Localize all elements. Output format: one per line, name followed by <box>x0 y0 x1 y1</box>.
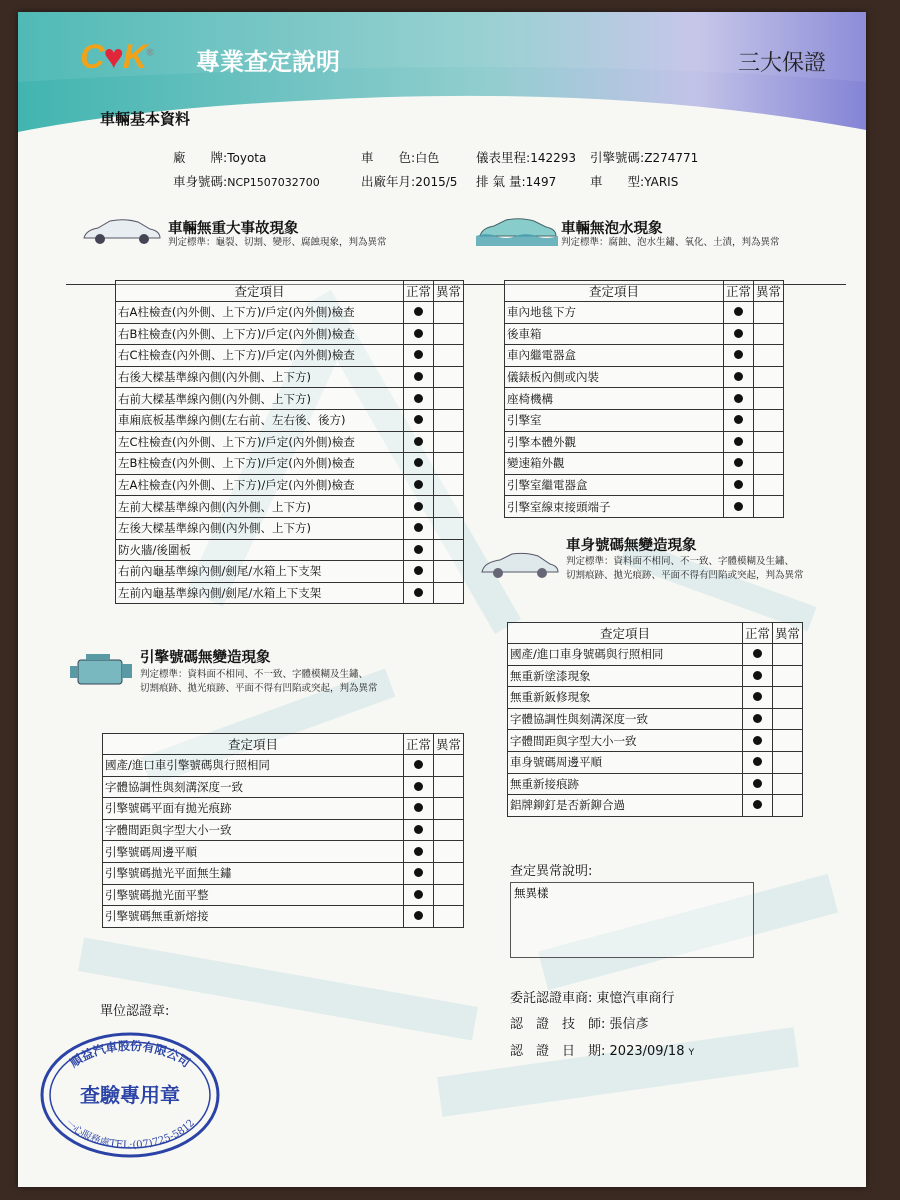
normal-mark-icon <box>734 372 743 381</box>
column-header-item: 查定項目 <box>116 281 404 302</box>
abnormal-cell <box>772 644 802 666</box>
vin-field: 車身號碼:NCP1507032700 <box>173 174 320 189</box>
accident-check-table <box>115 280 464 604</box>
table-row <box>505 388 784 410</box>
normal-cell <box>403 517 433 539</box>
normal-mark-icon <box>414 458 423 467</box>
vin-check-table <box>507 622 803 817</box>
normal-cell <box>403 409 433 431</box>
abnormal-cell <box>433 474 463 496</box>
normal-mark-icon <box>734 394 743 403</box>
remark-title: 查定異常說明: <box>510 864 593 879</box>
normal-cell <box>723 323 753 345</box>
table-row <box>116 582 464 604</box>
check-item-label: 左前內龜基準線內側/劍尾/水箱上下支架 <box>116 582 404 604</box>
column-header-normal: 正常 <box>403 734 433 755</box>
accident-criteria: 判定標準：龜裂、切割、變形、腐蝕現象，判為異常 <box>168 237 387 248</box>
check-item-label: 引擎室繼電器盒 <box>505 474 724 496</box>
abnormal-cell <box>433 819 463 841</box>
normal-mark-icon <box>753 649 762 658</box>
normal-cell <box>403 798 433 820</box>
table-row <box>103 819 464 841</box>
table-row <box>505 345 784 367</box>
normal-cell <box>723 345 753 367</box>
table-row <box>508 730 803 752</box>
normal-cell <box>403 366 433 388</box>
normal-mark-icon <box>414 566 423 575</box>
flood-section-title: 車輛無泡水現象 <box>561 221 663 237</box>
mileage-field: 儀表里程:142293 <box>476 150 577 165</box>
brand-logo: C♥K® <box>80 38 153 76</box>
header <box>18 12 866 98</box>
normal-mark-icon <box>753 779 762 788</box>
table-header-row <box>508 623 803 644</box>
abnormal-cell <box>433 431 463 453</box>
abnormal-cell <box>433 388 463 410</box>
abnormal-cell <box>433 561 463 583</box>
abnormal-cell <box>433 409 463 431</box>
table-row <box>505 474 784 496</box>
normal-mark-icon <box>753 800 762 809</box>
check-item-label: 儀錶板內側或內裝 <box>505 366 724 388</box>
normal-mark-icon <box>414 329 423 338</box>
abnormal-cell <box>433 345 463 367</box>
table-row <box>505 302 784 324</box>
abnormal-cell <box>433 776 463 798</box>
check-item-label: 右A柱檢查(內外側、上下方)/戶定(內外側)檢查 <box>116 302 404 324</box>
normal-cell <box>403 474 433 496</box>
normal-cell <box>403 302 433 324</box>
table-row <box>103 884 464 906</box>
normal-cell <box>742 751 772 773</box>
check-item-label: 引擎號碼拋光面平整 <box>103 884 404 906</box>
check-item-label: 防火牆/後圍板 <box>116 539 404 561</box>
normal-cell <box>403 906 433 928</box>
abnormal-cell <box>433 302 463 324</box>
normal-mark-icon <box>414 760 423 769</box>
check-item-label: 引擎號碼拋光平面無生鏽 <box>103 862 404 884</box>
stamp-company-text: 順益汽車股份有限公司 <box>67 1038 193 1071</box>
normal-mark-icon <box>414 803 423 812</box>
accident-section-title: 車輛無重大事故現象 <box>168 221 299 237</box>
check-item-label: 字體協調性與刻溝深度一致 <box>508 708 743 730</box>
check-item-label: 國產/進口車身號碼與行照相同 <box>508 644 743 666</box>
normal-mark-icon <box>414 415 423 424</box>
column-header-abnormal: 異常 <box>433 281 463 302</box>
normal-mark-icon <box>753 757 762 766</box>
table-row <box>116 366 464 388</box>
normal-mark-icon <box>414 307 423 316</box>
table-row <box>103 776 464 798</box>
check-item-label: 字體協調性與刻溝深度一致 <box>103 776 404 798</box>
normal-mark-icon <box>414 523 423 532</box>
table-row <box>116 496 464 518</box>
check-item-label: 右前大樑基準線內側(內外側、上下方) <box>116 388 404 410</box>
column-header-normal: 正常 <box>403 281 433 302</box>
table-row <box>508 687 803 709</box>
inspection-stamp-seal <box>38 1030 222 1160</box>
normal-cell <box>723 496 753 518</box>
sedan-icon <box>80 216 162 246</box>
vin-section-title: 車身號碼無變造現象 <box>566 538 697 554</box>
table-header-row <box>103 734 464 755</box>
normal-mark-icon <box>414 394 423 403</box>
table-row <box>508 708 803 730</box>
check-item-label: 左A柱檢查(內外側、上下方)/戶定(內外側)檢查 <box>116 474 404 496</box>
abnormal-cell <box>433 841 463 863</box>
abnormal-cell <box>433 798 463 820</box>
table-row <box>505 453 784 475</box>
column-header-normal: 正常 <box>742 623 772 644</box>
abnormal-cell <box>753 431 783 453</box>
table-row <box>116 431 464 453</box>
table-row <box>116 409 464 431</box>
color-field: 車 色:白色 <box>361 150 440 165</box>
table-row <box>505 409 784 431</box>
normal-cell <box>742 708 772 730</box>
abnormal-cell <box>753 409 783 431</box>
stamp-bottom-text: 一心服務處TEL:(07)725-5812 <box>62 1117 198 1152</box>
table-header-row <box>116 281 464 302</box>
normal-cell <box>403 819 433 841</box>
check-item-label: 引擎本體外觀 <box>505 431 724 453</box>
normal-cell <box>403 496 433 518</box>
normal-cell <box>723 453 753 475</box>
engine-criteria-line2: 切割痕跡、拋光痕跡、平面不得有凹陷或突起，判為異常 <box>140 683 378 694</box>
check-item-label: 國產/進口車引擎號碼與行照相同 <box>103 755 404 777</box>
normal-cell <box>742 773 772 795</box>
normal-mark-icon <box>414 847 423 856</box>
normal-cell <box>403 755 433 777</box>
check-item-label: 右後大樑基準線內側(內外側、上下方) <box>116 366 404 388</box>
table-row <box>505 323 784 345</box>
check-item-label: 車廂底板基準線內側(左右前、左右後、後方) <box>116 409 404 431</box>
table-row <box>508 665 803 687</box>
normal-mark-icon <box>414 350 423 359</box>
abnormal-cell <box>772 773 802 795</box>
abnormal-cell <box>433 453 463 475</box>
check-item-label: 右C柱檢查(內外側、上下方)/戶定(內外側)檢查 <box>116 345 404 367</box>
normal-cell <box>723 431 753 453</box>
check-item-label: 變速箱外觀 <box>505 453 724 475</box>
normal-mark-icon <box>734 415 743 424</box>
check-item-label: 左B柱檢查(內外側、上下方)/戶定(內外側)檢查 <box>116 453 404 475</box>
normal-mark-icon <box>414 588 423 597</box>
abnormal-cell <box>772 751 802 773</box>
abnormal-cell <box>753 366 783 388</box>
check-item-label: 字體間距與字型大小一致 <box>508 730 743 752</box>
check-item-label: 無重新接痕跡 <box>508 773 743 795</box>
remark-box: 無異樣 <box>510 882 754 958</box>
check-item-label: 右B柱檢查(內外側、上下方)/戶定(內外側)檢查 <box>116 323 404 345</box>
table-row <box>116 453 464 475</box>
normal-cell <box>742 665 772 687</box>
normal-mark-icon <box>414 502 423 511</box>
check-item-label: 字體間距與字型大小一致 <box>103 819 404 841</box>
table-row <box>103 841 464 863</box>
check-item-label: 左後大樑基準線內側(內外側、上下方) <box>116 517 404 539</box>
normal-mark-icon <box>753 714 762 723</box>
abnormal-cell <box>433 366 463 388</box>
normal-mark-icon <box>734 480 743 489</box>
abnormal-cell <box>753 323 783 345</box>
check-item-label: 左C柱檢查(內外側、上下方)/戶定(內外側)檢查 <box>116 431 404 453</box>
table-header-row <box>505 281 784 302</box>
abnormal-cell <box>433 517 463 539</box>
table-row <box>505 431 784 453</box>
normal-mark-icon <box>734 350 743 359</box>
basic-info-title: 車輛基本資料 <box>100 110 191 128</box>
table-row <box>116 323 464 345</box>
normal-cell <box>742 730 772 752</box>
normal-mark-icon <box>414 911 423 920</box>
normal-cell <box>403 539 433 561</box>
normal-mark-icon <box>734 502 743 511</box>
abnormal-cell <box>772 708 802 730</box>
abnormal-cell <box>772 665 802 687</box>
column-header-item: 查定項目 <box>103 734 404 755</box>
normal-cell <box>403 561 433 583</box>
normal-cell <box>742 795 772 817</box>
normal-cell <box>723 409 753 431</box>
normal-cell <box>403 431 433 453</box>
abnormal-cell <box>433 539 463 561</box>
normal-mark-icon <box>414 545 423 554</box>
engine-check-table <box>102 733 464 928</box>
brand-field: 廠 牌:Toyota <box>173 150 267 165</box>
check-item-label: 車身號碼周邊平順 <box>508 751 743 773</box>
check-item-label: 車內繼電器盒 <box>505 345 724 367</box>
flood-criteria: 判定標準：腐蝕、泡水生鏽、氧化、土漬，判為異常 <box>561 237 780 248</box>
abnormal-cell <box>753 496 783 518</box>
flood-check-table <box>504 280 784 518</box>
check-item-label: 車內地毯下方 <box>505 302 724 324</box>
normal-mark-icon <box>414 372 423 381</box>
normal-mark-icon <box>414 890 423 899</box>
normal-cell <box>723 388 753 410</box>
normal-mark-icon <box>414 782 423 791</box>
abnormal-cell <box>753 453 783 475</box>
column-header-abnormal: 異常 <box>433 734 463 755</box>
abnormal-cell <box>433 906 463 928</box>
table-row <box>116 302 464 324</box>
abnormal-cell <box>433 755 463 777</box>
table-row <box>116 474 464 496</box>
abnormal-cell <box>772 730 802 752</box>
normal-mark-icon <box>734 437 743 446</box>
check-item-label: 引擎室線束接頭端子 <box>505 496 724 518</box>
normal-cell <box>742 644 772 666</box>
displacement-field: 排 氣 量:1497 <box>476 174 557 189</box>
check-item-label: 引擎號碼平面有拋光痕跡 <box>103 798 404 820</box>
table-row <box>505 496 784 518</box>
table-row <box>116 517 464 539</box>
guarantee-label: 三大保證 <box>738 51 827 76</box>
column-header-normal: 正常 <box>723 281 753 302</box>
manufacture-date-field: 出廠年月:2015/5 <box>361 174 458 189</box>
vin-criteria-line1: 判定標準：資料面不相同、不一致、字體模糊及生鏽、 <box>566 556 795 567</box>
engine-number-field: 引擎號碼:Z274771 <box>590 150 699 165</box>
column-header-abnormal: 異常 <box>753 281 783 302</box>
check-item-label: 後車箱 <box>505 323 724 345</box>
check-item-label: 引擎號碼周邊平順 <box>103 841 404 863</box>
normal-cell <box>403 776 433 798</box>
engine-icon <box>66 652 136 690</box>
normal-mark-icon <box>753 736 762 745</box>
abnormal-cell <box>433 884 463 906</box>
column-header-abnormal: 異常 <box>772 623 802 644</box>
check-item-label: 引擎室 <box>505 409 724 431</box>
abnormal-cell <box>433 496 463 518</box>
normal-mark-icon <box>753 671 762 680</box>
vin-criteria-line2: 切割痕跡、拋光痕跡、平面不得有凹陷或突起，判為異常 <box>566 570 804 581</box>
abnormal-cell <box>772 687 802 709</box>
normal-mark-icon <box>734 458 743 467</box>
certification-date-field: 認 證 日 期: 2023/09/18 Y <box>510 1044 695 1059</box>
flood-car-icon <box>476 216 558 246</box>
normal-mark-icon <box>414 868 423 877</box>
column-header-item: 查定項目 <box>508 623 743 644</box>
check-item-label: 左前大樑基準線內側(內外側、上下方) <box>116 496 404 518</box>
unit-stamp-label: 單位認證章: <box>100 1004 170 1019</box>
abnormal-cell <box>753 388 783 410</box>
normal-mark-icon <box>414 437 423 446</box>
engine-section-title: 引擎號碼無變造現象 <box>140 650 271 666</box>
normal-cell <box>723 474 753 496</box>
table-row <box>103 862 464 884</box>
normal-mark-icon <box>734 307 743 316</box>
table-row <box>116 561 464 583</box>
abnormal-cell <box>433 323 463 345</box>
table-row <box>508 773 803 795</box>
car-outline-icon <box>478 550 560 580</box>
normal-cell <box>723 366 753 388</box>
table-row <box>103 798 464 820</box>
table-row <box>103 755 464 777</box>
normal-cell <box>403 388 433 410</box>
table-row <box>505 366 784 388</box>
normal-cell <box>742 687 772 709</box>
check-item-label: 引擎號碼無重新熔接 <box>103 906 404 928</box>
abnormal-cell <box>753 345 783 367</box>
check-item-label: 座椅機構 <box>505 388 724 410</box>
check-item-label: 右前內龜基準線內側/劍尾/水箱上下支架 <box>116 561 404 583</box>
check-item-label: 鋁牌鉚釘是否新鉚合過 <box>508 795 743 817</box>
abnormal-cell <box>433 862 463 884</box>
technician-field: 認 證 技 師: 張信彥 <box>510 1017 649 1032</box>
normal-mark-icon <box>734 329 743 338</box>
column-header-item: 查定項目 <box>505 281 724 302</box>
abnormal-cell <box>433 582 463 604</box>
check-item-label: 無重新鈑修現象 <box>508 687 743 709</box>
normal-cell <box>403 862 433 884</box>
abnormal-cell <box>753 474 783 496</box>
normal-cell <box>403 582 433 604</box>
table-row <box>508 644 803 666</box>
normal-cell <box>403 841 433 863</box>
model-field: 車 型:YARIS <box>590 174 679 189</box>
normal-cell <box>723 302 753 324</box>
table-row <box>508 751 803 773</box>
table-row <box>116 539 464 561</box>
normal-mark-icon <box>414 480 423 489</box>
page-title: 專業查定說明 <box>196 48 340 76</box>
dealer-field: 委託認證車商: 東憶汽車商行 <box>510 991 675 1006</box>
normal-cell <box>403 884 433 906</box>
inspection-sheet <box>18 12 866 1187</box>
normal-cell <box>403 323 433 345</box>
normal-cell <box>403 345 433 367</box>
table-row <box>508 795 803 817</box>
table-row <box>103 906 464 928</box>
normal-mark-icon <box>414 825 423 834</box>
abnormal-cell <box>753 302 783 324</box>
abnormal-cell <box>772 795 802 817</box>
stamp-center-text: 查驗專用章 <box>80 1083 180 1107</box>
check-item-label: 無重新塗漆現象 <box>508 665 743 687</box>
normal-cell <box>403 453 433 475</box>
table-row <box>116 345 464 367</box>
engine-criteria-line1: 判定標準：資料面不相同、不一致、字體模糊及生鏽、 <box>140 669 369 680</box>
normal-mark-icon <box>753 692 762 701</box>
table-row <box>116 388 464 410</box>
